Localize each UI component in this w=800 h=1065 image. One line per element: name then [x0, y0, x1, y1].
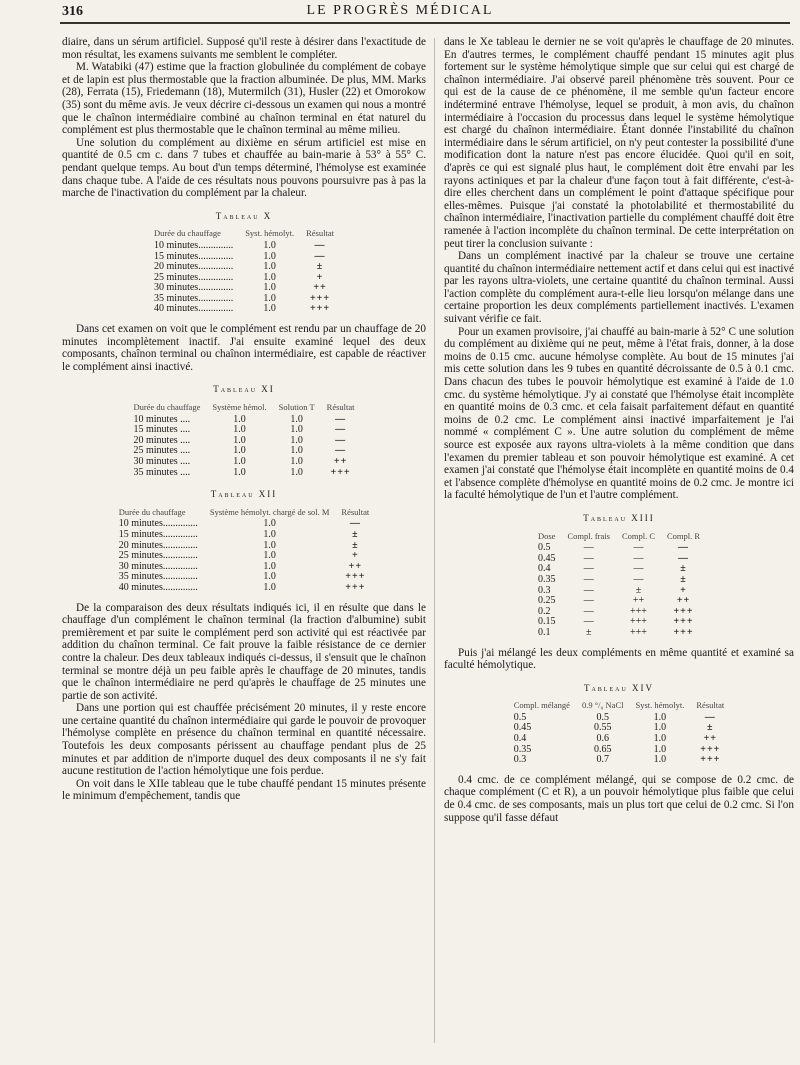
table-cell: — — [335, 434, 347, 446]
table-cell: 0.45 — [513, 722, 532, 734]
paragraph: Pour un examen provisoire, j'ai chauffé au bain-marie à 52° C une solution du complément au dixième qui ne peut, même à l'état frais, donner, à la dose moins de 0.15 cmc. aucune hémolyse complète. Au bout de 15 minutes j'ai mis cette solution dans les 9 tubes en quantité décroissante de 0.5 à 0.1 cmc. Dans chacun des tubes le pouvoir hémolytique est examiné à l'aide de 1.0 cmc. du système hémolytique. J'y ai constaté que l'hémolyse était incomplète en quantité moins de 0.3 cmc. et cela faisait parfaitement défaut en quantité moins de 0.2 cmc. Le complément ainsi inactivé imparfaitement je l'ai nommé « complément C ». Une autre solution du complément de même source est exposée aux rayons ultra-violets à la même condition que dans l'examen du premier tableau et son pouvoir hémolytique est examiné. A cet examen j'ai constaté que l'hémolyse était incomplète en quantité moins de 0.4 et l'absence complète d'hémolyse en quantité moins de 0.2 cmc. Je montre ici la faculté hémolytique de l'un et l'autre complément. — [444, 325, 794, 502]
table-cell: 1.0 — [233, 445, 246, 457]
table-cell: — — [314, 250, 326, 262]
table-cell: +++ — [700, 743, 721, 755]
table-cell: 1.0 — [263, 571, 276, 583]
column-header: Résultat — [696, 700, 725, 711]
tableau-x-title: Tableau X — [215, 210, 273, 221]
table-cell: 15 minutes .... — [133, 424, 191, 436]
column-header: Compl. C — [621, 530, 655, 541]
table-row — [148, 241, 340, 252]
table-cell: ± — [316, 261, 324, 273]
tableau-xiii — [532, 531, 706, 639]
table-row — [532, 575, 706, 586]
table-cell: ++ — [632, 595, 645, 607]
column-header: Compl. mélangé — [513, 700, 570, 711]
table-row — [127, 468, 360, 479]
table-cell: 1.0 — [263, 292, 276, 304]
table-cell: +++ — [630, 626, 647, 638]
table-cell: 35 minutes .... — [133, 466, 191, 478]
table-header-row — [127, 402, 360, 415]
tableau-xi-title: Tableau XI — [213, 384, 275, 395]
table-cell: 25 minutes .... — [133, 445, 191, 457]
table-row — [113, 530, 376, 541]
table-cell: +++ — [630, 605, 647, 617]
table-cell: — — [335, 445, 347, 457]
paragraph: Dans une portion qui est chauffée précisément 20 minutes, il y reste encore une certaine quantité du chaînon intermédiaire qui garde le pouvoir de provoquer l'hémolyse complète en présence du chaînon terminal en quantité nécessaire. Toutefois les deux composants périssent au chauffage pendant plus de 25 minutes et par addition de n'importe duquel des deux composants il ne s'y fait aucune restitution de l'action hémolytique une fois perdue. — [62, 702, 426, 778]
tableau-xiv — [508, 700, 730, 766]
table-cell: ++ — [313, 282, 327, 294]
table-cell: ++ — [703, 733, 717, 745]
table-cell: — — [678, 542, 690, 554]
table-cell: ± — [585, 626, 592, 638]
table-row — [508, 745, 730, 756]
table-cell: — — [349, 518, 361, 530]
table-cell: 1.0 — [263, 518, 276, 530]
table-cell: 25 minutes.............. — [118, 550, 198, 562]
paragraph: Dans un complément inactivé par la chaleur se trouve une certaine quantité du chaînon intermédiaire nettement actif et dans celui qui est inactivé par les rayons ultra-violets, une certaine quantité du chaînon terminal. Aussi l'action complète du complément aura-t-elle lieu lorsqu'on mélange dans une certaine proportion les deux compléments partiellement inactivés. L'examen suivant vérifie ce fait. — [444, 250, 794, 326]
table-cell: 0.45 — [537, 552, 556, 564]
table-cell: 1.0 — [263, 282, 276, 294]
table-cell: 0.6 — [596, 733, 609, 745]
column-header: Résultat — [341, 506, 370, 517]
right-top-text — [444, 36, 794, 502]
table-cell: 1.0 — [290, 413, 303, 425]
right-column — [444, 36, 794, 824]
column-header: Résultat — [326, 402, 355, 413]
table-cell: 10 minutes .... — [133, 413, 191, 425]
table-cell: +++ — [330, 466, 351, 478]
table-cell: 1.0 — [233, 413, 246, 425]
table-row — [508, 734, 730, 745]
table-cell: 0.25 — [537, 595, 556, 607]
table-cell: — — [583, 573, 594, 585]
table-cell: ± — [352, 539, 359, 551]
table-cell: 1.0 — [290, 456, 303, 467]
table-cell: 1.0 — [653, 722, 667, 734]
right-bottom-text — [444, 774, 794, 824]
table-cell: +++ — [673, 605, 694, 617]
column-header: Dose — [537, 530, 556, 541]
table-cell: + — [680, 584, 687, 596]
table-cell: 15 minutes.............. — [118, 528, 198, 540]
paragraph: Dans cet examen on voit que le complément est rendu par un chauffage de 20 minutes incomplètement inactif. J'ai ensuite examiné lequel des deux composants, chaînon terminal ou chaînon intermédiaire, est capable de réactiver le complément ainsi inactivé. — [62, 323, 426, 373]
table-cell: + — [316, 271, 324, 283]
column-divider — [434, 38, 435, 1043]
table-cell: ± — [680, 563, 687, 575]
table-cell: 1.0 — [233, 456, 246, 467]
table-row — [113, 583, 376, 594]
table-row — [508, 755, 730, 766]
table-cell: 1.0 — [263, 261, 276, 273]
column-header: Système hémolyt. chargé de sol. M — [209, 506, 330, 517]
table-cell: 1.0 — [653, 711, 667, 723]
table-cell: — — [633, 542, 644, 554]
table-cell: 0.65 — [593, 743, 612, 755]
left-bottom-text — [62, 602, 426, 804]
page-header — [0, 0, 800, 22]
table-cell: 10 minutes.............. — [118, 518, 198, 530]
column-header: Durée du chauffage — [154, 228, 221, 239]
tableau-xiii-title: Tableau XIII — [583, 512, 655, 523]
table-cell: 0.5 — [596, 711, 609, 723]
table-cell: +++ — [673, 626, 694, 638]
paragraph: 0.4 cmc. de ce complément mélangé, qui se compose de 0.2 cmc. de chaque complément (C et R), a un pouvoir hémolytique plus faible que celui de 0.4 cmc. de ses composants, mais un plus tort que celui de 0.2 cmc. Si l'on suppose qu'il fasse défaut — [444, 773, 794, 824]
table-cell: 1.0 — [263, 528, 276, 540]
table-row — [127, 457, 360, 468]
column-header: 0.9 °/₀ NaCl — [581, 700, 624, 711]
tableau-xi — [127, 402, 360, 478]
table-cell: — — [335, 424, 347, 436]
column-header: Syst. hémolyt. — [635, 700, 685, 711]
table-cell: 1.0 — [290, 434, 303, 446]
table-cell: 0.55 — [593, 722, 612, 734]
paragraph: De la comparaison des deux résultats indiqués ici, il en résulte que dans le chauffage d'un complément le chaînon terminal (la fraction d'albumine) subit premièrement et par suite le complément perd son activité qui est réactivée par addition du chaînon terminal. Ce fait prouve la faible résistance de ce dernier contre la chaleur. Des deux tableaux indiqués ci-dessus, il s'ensuit que le chaînon terminal se montre déjà un peu faible après le chauffage de 20 minutes, tandis que le chaînon intermédiaire ne perd qu'après le chauffage de 25 minutes une partie de son activité. — [62, 601, 426, 702]
column-header: Résultat — [306, 228, 334, 239]
table-cell: 0.5 — [537, 542, 551, 554]
table-cell: 0.1 — [537, 626, 551, 638]
table-cell: 20 minutes.............. — [118, 539, 198, 551]
paragraph: On voit dans le XIIe tableau que le tube chauffé pendant 15 minutes présente le minimum d'empêchement, tandis que — [62, 777, 426, 803]
table-cell: — — [583, 542, 594, 554]
left-mid-text — [62, 323, 426, 373]
tableau-x — [148, 228, 340, 315]
table-cell: 40 minutes.............. — [154, 303, 234, 315]
table-cell: 30 minutes.............. — [118, 560, 198, 572]
table-cell: 30 minutes.............. — [154, 282, 234, 294]
table-cell: 1.0 — [290, 424, 303, 436]
table-cell: — — [583, 595, 594, 607]
table-cell: 1.0 — [653, 733, 667, 745]
table-cell: ± — [707, 722, 714, 734]
column-header: Syst. hémolyt. — [245, 228, 295, 239]
table-cell: — — [583, 584, 594, 596]
table-cell: + — [352, 550, 359, 562]
table-cell: — — [633, 563, 644, 575]
table-cell: 25 minutes.............. — [154, 271, 234, 283]
paragraph: Une solution du complément au dixième en sérum artificiel est mise en quantité de 0.5 cm c. dans 7 tubes et chauffée au bain-marie à 53° à 55° C. pendant quelque temps. Au bout d'un temps déterminé, l'hémolyse est examinée dans chaque tube. A l'aide de ces résultats nous pouvons poursuivre pas à pas la marche de l'inactivation du complément par la chaleur. — [62, 136, 426, 200]
table-cell: 0.4 — [513, 733, 527, 745]
right-mid-text — [444, 647, 794, 672]
table-cell: — — [314, 239, 326, 251]
table-cell: 20 minutes .... — [133, 434, 191, 446]
table-cell: 1.0 — [263, 539, 276, 551]
table-cell: 0.4 — [537, 563, 551, 575]
table-cell: ++ — [333, 456, 348, 467]
table-cell: — — [704, 711, 716, 723]
left-column — [62, 36, 426, 803]
table-cell: +++ — [700, 754, 721, 766]
table-cell: 35 minutes.............. — [118, 571, 198, 583]
table-cell: +++ — [345, 581, 366, 593]
table-header-row — [508, 700, 730, 713]
column-header: Durée du chauffage — [118, 506, 186, 517]
table-cell: — — [583, 605, 594, 617]
running-title: LE PROGRÈS MÉDICAL — [306, 3, 494, 18]
table-cell: +++ — [309, 292, 331, 304]
table-cell: — — [583, 552, 594, 564]
table-cell: 0.3 — [513, 754, 527, 766]
table-cell: 0.5 — [513, 711, 527, 723]
table-cell: 0.35 — [513, 743, 532, 755]
table-cell: 0.2 — [537, 605, 551, 617]
paragraph: diaire, dans un sérum artificiel. Supposé qu'il reste à désirer dans l'exactitude de mon résultat, les examens suivants me semblent le compléter. — [62, 36, 426, 61]
table-cell: 1.0 — [233, 424, 246, 436]
column-header: Système hémol. — [212, 402, 267, 413]
table-cell: 1.0 — [233, 466, 246, 478]
table-cell: 1.0 — [263, 239, 276, 251]
table-cell: — — [633, 573, 644, 585]
table-cell: 40 minutes.............. — [118, 581, 198, 593]
table-cell: 1.0 — [263, 581, 276, 593]
table-cell: — — [583, 616, 594, 628]
table-cell: 1.0 — [290, 466, 303, 478]
table-cell: — — [335, 413, 347, 425]
table-cell: ± — [635, 584, 642, 596]
table-row — [508, 713, 730, 724]
table-cell: 30 minutes .... — [133, 456, 191, 467]
table-cell: — — [678, 552, 690, 564]
table-cell: 1.0 — [290, 445, 303, 457]
tableau-xiv-title: Tableau XIV — [583, 682, 655, 693]
table-cell: 1.0 — [233, 434, 246, 446]
paragraph: dans le Xe tableau le dernier ne se voit qu'après le chauffage de 20 minutes. En d'autres termes, le complément chauffé pendant 15 minutes agit plus fortement sur le système hémolytique simple que sur celui qui est chargé de chaînon intermédiaire. J'ai observé pareil phénomène très souvent. Pour ce qui est de la cause de ce phénomène, il me semble qu'un facteur encore indéterminé entrave l'hémolyse, lequel se produit, à mon avis, du chaînon intermédiaire à l'occasion du processus dans lequel le système hémolytique est chargé du chaînon intermédiaire. Étant donnée l'instabilité du chaînon intermédiaire dans le sérum artificiel, on n'y peut contester la possibilité d'une modification dont la nature n'est pas encore élucidée. Quoi qu'il en soit, d'après ce qui est signalé plus haut, le complément doit être envahi par les rayons actiniques et par la chaleur d'une façon tout à fait différente, c'est-à-dire elles cherchent dans un complément le point d'attaque spécifique pour elles-mêmes. Puisque j'ai constaté la photolabilité et thermostabilité du chaînon intermédiaire, l'inactivation partielle du complément chauffé doit être ramenée à l'action incomplète du chaînon terminal. De cette interprétation on peut tirer la conclusion suivante : — [444, 36, 794, 250]
table-cell: 0.7 — [596, 754, 609, 766]
table-cell: 1.0 — [263, 303, 276, 315]
page-number: 316 — [62, 4, 83, 19]
paragraph: Puis j'ai mélangé les deux compléments en même quantité et examiné sa faculté hémolytique. — [444, 646, 794, 672]
table-cell: 1.0 — [263, 271, 276, 283]
table-cell: ++ — [676, 595, 691, 607]
table-cell: — — [583, 563, 594, 575]
table-cell: — — [633, 552, 644, 564]
table-cell: ± — [352, 528, 359, 540]
header-rule — [60, 22, 790, 24]
table-cell: +++ — [673, 616, 694, 628]
paragraph: M. Watabiki (47) estime que la fraction globulinée du complément de cobaye et de lapin est plus thermostable que la fraction albuminée. De plus, MM. Marks (28), Ferrata (15), Friedemann (18), Mutermilch (31), Husler (22) et Omorokow (35) sont du même avis. Je veux décrire ci-dessous un examen qui nous a montré que le chaînon intermédiaire combiné au chaînon terminal en état naturel du complément est plus thermostable que le chaînon terminal au même milieu. — [62, 61, 426, 137]
table-cell: +++ — [630, 616, 647, 628]
table-cell: 10 minutes.............. — [154, 239, 234, 251]
table-cell: 15 minutes.............. — [154, 250, 234, 262]
table-cell: 0.35 — [537, 573, 556, 585]
column-header: Solution T — [278, 402, 315, 413]
table-cell: 1.0 — [263, 250, 276, 262]
table-row — [532, 628, 706, 639]
table-cell: +++ — [345, 571, 366, 583]
table-cell: 1.0 — [653, 754, 667, 766]
table-cell: 1.0 — [263, 550, 276, 562]
tableau-xii-title: Tableau XII — [210, 489, 278, 500]
tableau-xii — [113, 507, 376, 594]
table-cell: 0.15 — [537, 616, 556, 628]
table-cell: ± — [680, 573, 687, 585]
table-cell: 1.0 — [653, 743, 667, 755]
table-cell: 1.0 — [263, 560, 276, 572]
table-cell: ++ — [348, 560, 363, 572]
left-top-text — [62, 36, 426, 200]
table-cell: 35 minutes.............. — [154, 292, 234, 304]
table-cell: 0.3 — [537, 584, 551, 596]
table-row — [148, 304, 340, 315]
column-header: Compl. R — [667, 530, 701, 541]
column-header: Durée du chauffage — [133, 402, 201, 413]
column-header: Compl. frais — [567, 530, 610, 541]
table-cell: +++ — [309, 303, 331, 315]
table-row — [508, 723, 730, 734]
table-cell: 20 minutes.............. — [154, 261, 234, 273]
